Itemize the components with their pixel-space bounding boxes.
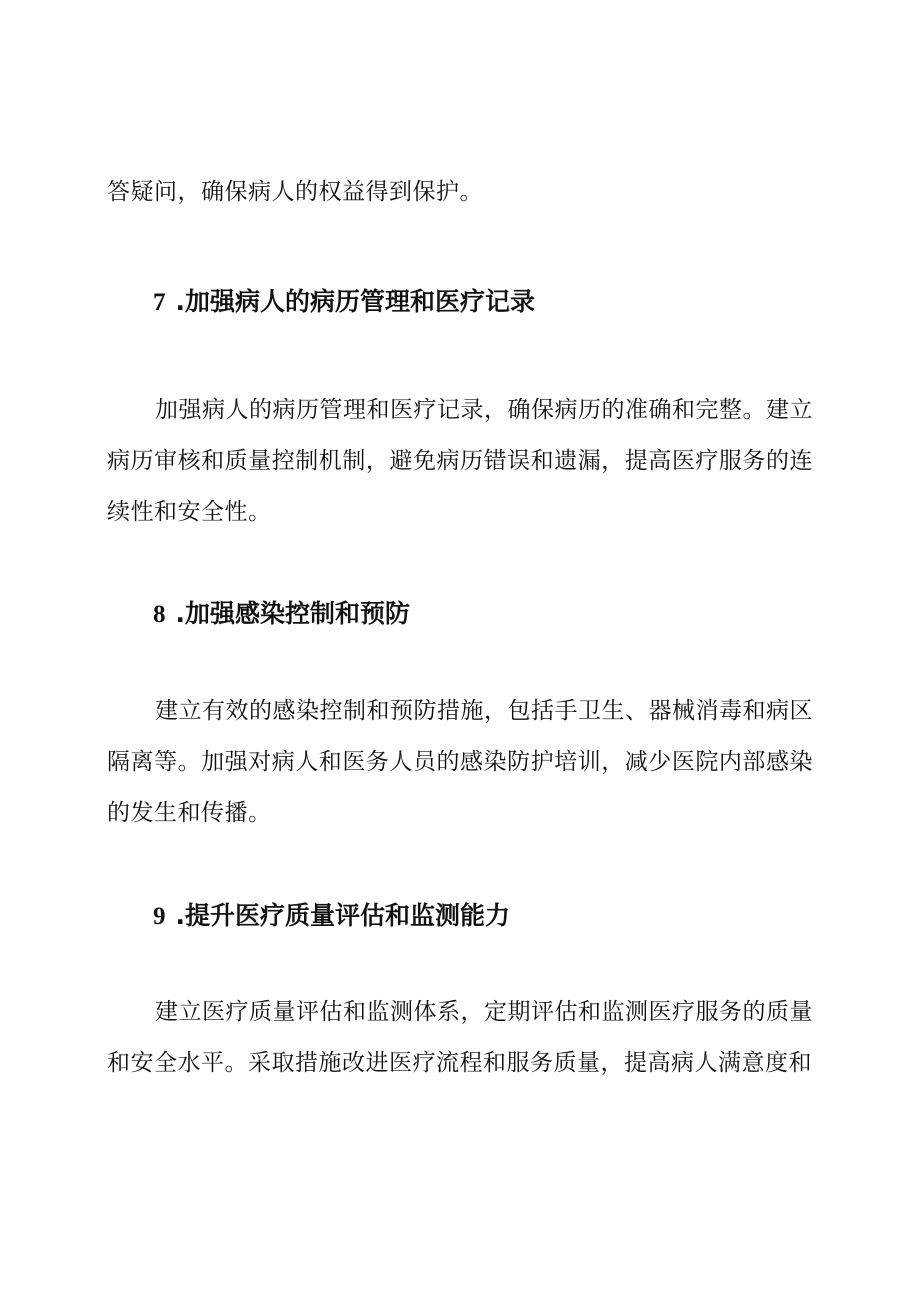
paragraph-section-7: 加强病人的病历管理和医疗记录，确保病历的准确和完整。建立病历审核和质量控制机制，避免病历错误和遗漏，提高医疗服务的连续性和安全性。: [107, 397, 813, 525]
paragraph-section-9: 建立医疗质量评估和监测体系，定期评估和监测医疗服务的质量和安全水平。采取措施改进医疗流程和服务质量，提高病人满意度和: [107, 999, 813, 1076]
section-title: .提升医疗质量评估和监测能力: [175, 901, 510, 930]
section-number: 7: [153, 289, 166, 316]
paragraph-section-8: 建立有效的感染控制和预防措施，包括手卫生、器械消毒和病区隔离等。加强对病人和医务人员的感染防护培训，减少医院内部感染的发生和传播。: [107, 698, 813, 826]
paragraph-continuation: 答疑问，确保病人的权益得到保护。: [107, 179, 483, 205]
section-title: .加强病人的病历管理和医疗记录: [175, 287, 535, 316]
section-number: 8: [153, 601, 166, 628]
section-heading-7: [153, 285, 535, 320]
section-number: 9: [153, 903, 166, 930]
section-heading-8: [153, 597, 410, 632]
section-heading-9: [153, 899, 510, 934]
section-title: .加强感染控制和预防: [175, 599, 410, 628]
